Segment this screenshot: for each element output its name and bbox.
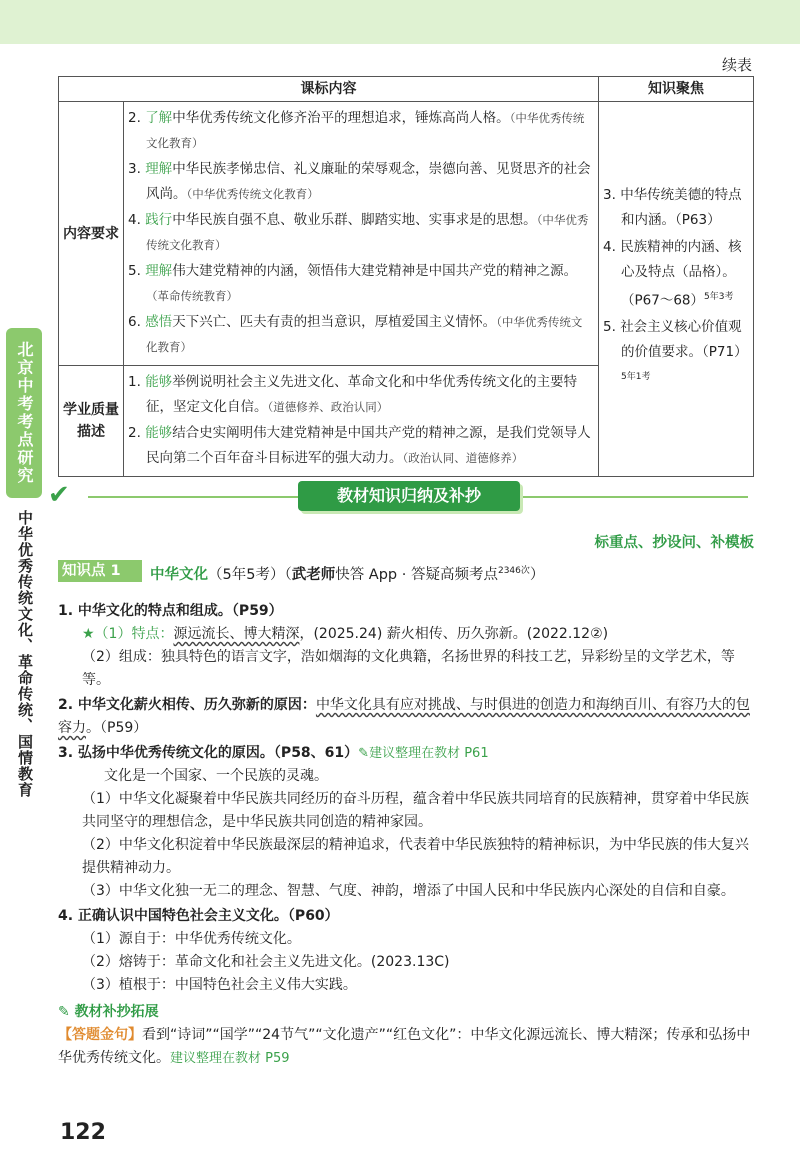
- s4-point-2: （2）熔铸于：革命文化和社会主义先进文化。(2023.13C): [82, 954, 450, 970]
- row-head-quality: 学业质量描述: [59, 366, 124, 477]
- s3-point-2: （2）中华文化积淀着中华民族最深层的精神追求，代表着中华民族独特的精神标识，为中华民族的伟大复兴提供精神动力。: [82, 837, 749, 876]
- quality-cell: [124, 366, 599, 477]
- extension-title: ✎ 教材补抄拓展: [58, 1004, 159, 1020]
- s4-heading: 4. 正确认识中国特色社会主义文化。（P60）: [58, 908, 339, 924]
- req-item: 5. 理解伟大建党精神的内涵，领悟伟大建党精神是中国共产党的精神之源。（革命传统教育）: [128, 263, 578, 303]
- quality-item: 2. 能够结合史实阐明伟大建党精神是中国共产党的精神之源，是我们党领导人民向第二个百年奋斗目标进军的强大动力。（政治认同、道德修养）: [128, 425, 591, 466]
- notes-body: [58, 598, 758, 1070]
- s1-heading: 1. 中华文化的特点和组成。（P59）: [58, 603, 283, 619]
- curriculum-table: [58, 76, 754, 477]
- page-number: 122: [60, 1120, 106, 1145]
- s1-composition: （2）组成：独具特色的语言文字，浩如烟海的文化典籍，名扬世界的科技工艺，异彩纷呈的文学艺术，等等。: [82, 649, 735, 688]
- s3-point-1: （1）中华文化凝聚着中华民族共同经历的奋斗历程，蕴含着中华民族共同培育的民族精神，贯穿着中华民族共同坚守的理想信念，是中华民族共同创造的精神家园。: [82, 791, 749, 830]
- requirements-cell: [124, 102, 599, 366]
- s3-point-3: （3）中华文化独一无二的理念、智慧、气度、神韵，增添了中国人民和中华民族内心深处的自信和自豪。: [82, 883, 735, 899]
- subhead: 标重点、抄设问、补模板: [594, 535, 754, 551]
- focus-item: 4. 民族精神的内涵、核心及特点（品格）。（P67～68）$^{5年3考}$: [603, 238, 742, 308]
- pencil-icon: ✎: [58, 1004, 75, 1020]
- focus-item: 5. 社会主义核心价值观的价值要求。$(P71)^{5年1考}$: [603, 319, 748, 382]
- s4-point-1: （1）源自于：中华优秀传统文化。: [82, 931, 301, 947]
- req-item: 4. 践行中华民族自强不息、敬业乐群、脚踏实地、实事求是的思想。（中华优秀传统文化教育）: [128, 212, 589, 252]
- s4-point-3: （3）植根于：中国特色社会主义伟大实践。: [82, 977, 357, 993]
- s1-features: ★（1）特点：源远流长、博大精深，(2025.24) 薪火相传、历久弥新。(2022.12②): [82, 626, 609, 642]
- pencil-icon: ✎: [358, 746, 370, 761]
- s3-heading: 3. 弘扬中华优秀传统文化的原因。（P58、61）✎建议整理在教材 P61: [58, 745, 489, 761]
- row-head-requirements: 内容要求: [59, 102, 124, 366]
- answer-tip: 【答题金句】看到“诗词”“国学”“24节气”“文化遗产”“红色文化”：中华文化源远流长、博大精深；传承和弘扬中华优秀传统文化。建议整理在教材 P59: [58, 1027, 751, 1066]
- continued-label: 续表: [721, 56, 752, 74]
- top-band: [0, 0, 800, 44]
- sidebar-text: 中华优秀传统文化、革命传统、国情教育: [16, 510, 34, 798]
- s3-intro: 文化是一个国家、一个民族的灵魂。: [104, 768, 328, 784]
- banner-title: 教材知识归纳及补抄: [298, 481, 520, 511]
- kp-badge: 知识点 1: [58, 560, 142, 582]
- col-content-header: 课标内容: [59, 77, 599, 102]
- check-icon: ✔: [48, 480, 70, 510]
- req-item: 3. 理解中华民族孝悌忠信、礼义廉耻的荣辱观念，崇德向善、见贤思齐的社会风尚。（中华优秀传统文化教育）: [128, 161, 591, 202]
- quality-item: 1. 能够举例说明社会主义先进文化、革命文化和中华优秀传统文化的主要特征，坚定文化自信。（道德修养、政治认同）: [128, 374, 578, 415]
- knowledge-point-header: [58, 560, 754, 582]
- focus-cell: [599, 102, 754, 477]
- section-banner: [48, 478, 752, 514]
- req-item: 6. 感悟天下兴亡、匹夫有责的担当意识，厚植爱国主义情怀。（中华优秀传统文化教育）: [128, 314, 583, 354]
- focus-item: 3. 中华传统美德的特点和内涵。（P63）: [603, 186, 742, 228]
- kp-title: 中华文化（5年5考）（武老师快答 App · 答疑高频考点$^{2346次}$）: [150, 566, 545, 583]
- req-item: 2. 了解中华优秀传统文化修齐治平的理想追求，锤炼高尚人格。（中华优秀传统文化教育）: [128, 110, 585, 150]
- col-focus-header: 知识聚焦: [599, 77, 754, 102]
- sidebar-tab: 北京中考考点研究: [6, 328, 42, 498]
- s2-heading: 2. 中华文化薪火相传、历久弥新的原因：中华文化具有应对挑战、与时俱进的创造力和海纳百川、有容乃大的包容力。（P59）: [58, 697, 750, 736]
